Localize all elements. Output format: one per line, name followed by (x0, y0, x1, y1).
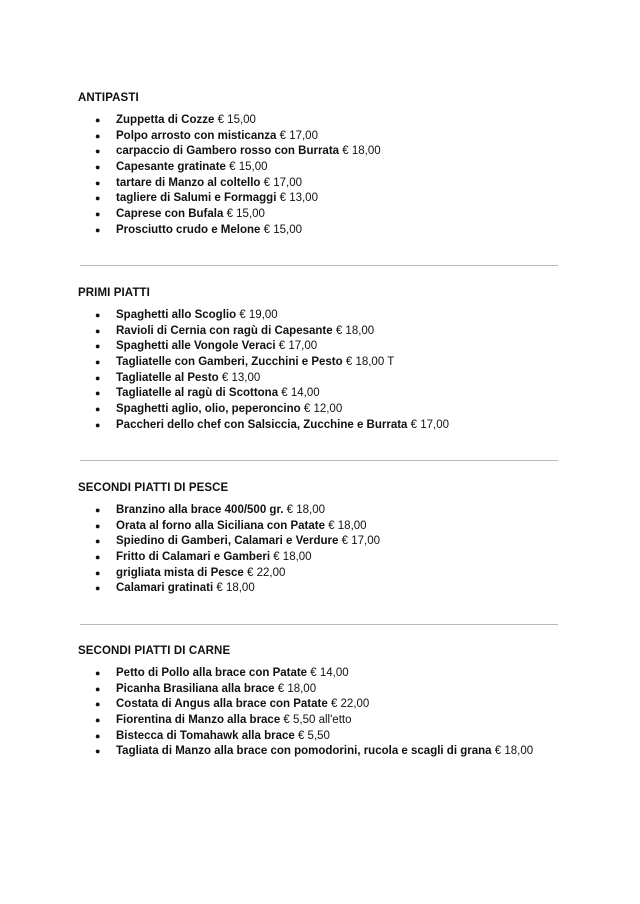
bullet-icon: ● (95, 357, 101, 368)
bullet-icon: ● (95, 699, 101, 710)
bullet-icon: ● (95, 536, 101, 547)
bullet-icon: ● (95, 668, 101, 678)
dish-name: Calamari gratinati (116, 582, 214, 595)
dish-name: Caprese con Bufala (116, 208, 224, 221)
bullet-icon: ● (95, 146, 101, 157)
dish-name: Prosciutto crudo e Melone (116, 223, 261, 236)
bullet-icon: ● (95, 730, 101, 741)
menu-item (78, 418, 560, 434)
section-primi-piatti (78, 286, 560, 431)
menu-item (78, 697, 560, 713)
dish-price: € 13,00 (276, 192, 318, 205)
dish-price: € 15,00 (223, 208, 265, 221)
dish-price: € 18,00 (339, 145, 381, 158)
dish-price: € 18,00 (283, 504, 326, 516)
bullet-icon: ● (95, 552, 101, 563)
dish-name: Branzino alla brace 400/500 gr. (116, 504, 284, 516)
dish-name: Spaghetti alle Vongole Veraci (116, 340, 276, 353)
dish-name: Ravioli di Cernia con ragù di Capesante (116, 324, 333, 337)
dish-name: tartare di Manzo al coltello (116, 176, 261, 189)
section-title: SECONDI PIATTI DI CARNE (78, 645, 231, 657)
bullet-icon: ● (95, 325, 101, 336)
dish-price: € 15,00 (225, 161, 268, 174)
dish-price: € 13,00 (218, 371, 261, 384)
dish-name: Paccheri dello chef con Salsiccia, Zucchine e Burrata (116, 418, 408, 431)
dish-price: € 22,00 (327, 698, 370, 711)
dish-name: Spaghetti allo Scoglio (116, 309, 237, 321)
dish-name: tagliere di Salumi e Formaggi (116, 192, 277, 205)
section-secondi-pesce (78, 481, 560, 595)
menu-item (78, 223, 560, 239)
bullet-icon: ● (95, 224, 101, 235)
dish-name: carpaccio di Gambero rosso con Burrata (116, 145, 340, 158)
bullet-icon: ● (95, 162, 101, 173)
bullet-icon: ● (95, 746, 101, 757)
section-divider (80, 460, 558, 461)
dish-price: € 18,00 T (342, 356, 395, 369)
dish-price: € 17,00 (338, 535, 380, 548)
dish-price: € 14,00 (307, 667, 349, 679)
dish-price: € 5,50 all'etto (280, 714, 352, 727)
dish-name: Polpo arrosto con misticanza (116, 129, 277, 142)
menu-item (78, 402, 560, 418)
dish-name: Spiedino di Gamberi, Calamari e Verdure (116, 535, 339, 548)
dish-name: Tagliatelle al ragù di Scottona (116, 387, 279, 400)
menu-item (78, 729, 560, 745)
dish-name: Zuppetta di Cozze (116, 114, 215, 126)
bullet-icon: ● (95, 505, 101, 515)
dish-price: € 18,00 (325, 519, 367, 532)
dish-price: € 18,00 (213, 582, 255, 595)
menu-item (78, 503, 560, 519)
dish-name: Fritto di Calamari e Gamberi (116, 551, 271, 564)
menu-item (78, 386, 560, 402)
dish-name: Capesante gratinate (116, 161, 226, 174)
bullet-icon: ● (95, 177, 101, 188)
dish-name: Tagliata di Manzo alla brace con pomodorini, rucola e scagli di grana (116, 745, 492, 758)
menu-item (78, 519, 560, 535)
dish-price: € 17,00 (275, 340, 318, 353)
menu-item (78, 682, 560, 698)
dish-price: € 14,00 (278, 387, 320, 400)
menu-item (78, 324, 560, 340)
dish-price: € 5,50 (294, 729, 330, 742)
dish-name: Orata al forno alla Siciliana con Patate (116, 519, 325, 532)
bullet-icon: ● (95, 419, 101, 430)
section-secondi-carne (78, 644, 560, 758)
menu-item (78, 160, 560, 176)
dish-price: € 15,00 (260, 223, 302, 236)
dish-price: € 17,00 (260, 176, 302, 189)
menu-list (78, 113, 560, 239)
dish-name: Petto di Pollo alla brace con Patate (116, 667, 308, 679)
bullet-icon: ● (95, 130, 101, 141)
dish-name: Fiorentina di Manzo alla brace (116, 714, 281, 727)
menu-item (78, 550, 560, 566)
section-title: SECONDI PIATTI DI PESCE (78, 482, 229, 494)
dish-price: € 17,00 (276, 129, 318, 142)
section-divider (80, 624, 558, 625)
menu-item (78, 713, 560, 729)
menu-item (78, 113, 560, 129)
menu-item (78, 129, 560, 145)
menu-item (78, 339, 560, 355)
bullet-icon: ● (95, 388, 101, 399)
menu-item (78, 144, 560, 160)
section-antipasti (78, 91, 560, 236)
menu-list (78, 666, 560, 760)
menu-item (78, 566, 560, 582)
dish-name: Tagliatelle al Pesto (116, 371, 219, 384)
bullet-icon: ● (95, 209, 101, 220)
bullet-icon: ● (95, 310, 101, 320)
menu-item (78, 666, 560, 682)
dish-price: € 17,00 (407, 418, 450, 431)
section-title: PRIMI PIATTI (78, 287, 150, 299)
menu-item (78, 308, 560, 324)
dish-price: € 18,00 (270, 551, 312, 564)
menu-item (78, 355, 560, 371)
bullet-icon: ● (95, 567, 101, 578)
dish-name: grigliata mista di Pesce (116, 566, 244, 579)
dish-price: € 19,00 (236, 309, 278, 321)
bullet-icon: ● (95, 193, 101, 204)
menu-list (78, 308, 560, 434)
bullet-icon: ● (95, 520, 101, 531)
bullet-icon: ● (95, 715, 101, 726)
menu-item (78, 581, 560, 597)
dish-price: € 18,00 (491, 745, 534, 758)
dish-name: Costata di Angus alla brace con Patate (116, 698, 328, 711)
dish-name: Spaghetti aglio, olio, peperoncino (116, 403, 301, 416)
dish-price: € 18,00 (274, 682, 317, 695)
bullet-icon: ● (95, 683, 101, 694)
bullet-icon: ● (95, 115, 101, 125)
menu-item (78, 207, 560, 223)
dish-price: € 22,00 (243, 566, 286, 579)
menu-item (78, 534, 560, 550)
bullet-icon: ● (95, 404, 101, 415)
section-title: ANTIPASTI (78, 92, 139, 104)
bullet-icon: ● (95, 583, 101, 594)
section-divider (80, 265, 558, 266)
bullet-icon: ● (95, 372, 101, 383)
menu-item (78, 176, 560, 192)
menu-list (78, 503, 560, 597)
menu-item (78, 191, 560, 207)
dish-name: Picanha Brasiliana alla brace (116, 682, 275, 695)
menu-item (78, 371, 560, 387)
dish-name: Bistecca di Tomahawk alla brace (116, 729, 295, 742)
menu-item (78, 744, 560, 760)
dish-price: € 12,00 (300, 403, 343, 416)
dish-price: € 18,00 (332, 324, 375, 337)
bullet-icon: ● (95, 341, 101, 352)
dish-name: Tagliatelle con Gamberi, Zucchini e Pesto (116, 356, 343, 369)
dish-price: € 15,00 (214, 114, 256, 126)
